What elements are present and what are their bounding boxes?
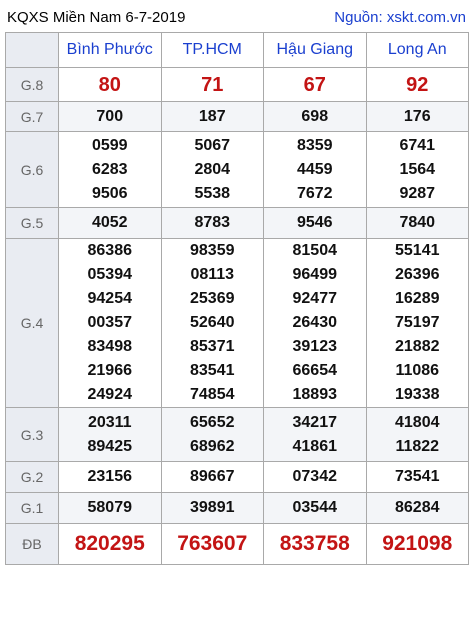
result-number: 58079 — [87, 499, 132, 516]
result-cell — [59, 208, 162, 239]
result-cell — [161, 524, 264, 565]
result-number: 7840 — [399, 214, 436, 231]
result-number: 820295 — [74, 532, 145, 555]
result-number: 176 — [403, 107, 431, 125]
result-number: 18893 — [292, 386, 337, 403]
result-cell — [264, 132, 367, 208]
result-cell — [161, 102, 264, 132]
prize-label: G.6 — [6, 132, 59, 208]
prize-label: G.5 — [6, 208, 59, 239]
prize-row — [6, 493, 469, 524]
result-number: 0599 — [91, 136, 128, 154]
result-cell — [264, 524, 367, 565]
prize-row — [6, 524, 469, 565]
result-number: 98359 — [190, 242, 235, 259]
prize-label: G.2 — [6, 462, 59, 493]
result-number: 74854 — [190, 386, 235, 403]
result-cell — [161, 408, 264, 462]
province-name[interactable]: Long An — [366, 33, 469, 68]
result-number: 24924 — [87, 386, 132, 403]
result-number: 19338 — [395, 386, 440, 403]
result-number: 6741 — [399, 136, 436, 154]
province-name[interactable]: Hậu Giang — [264, 33, 367, 68]
prize-row — [6, 102, 469, 132]
result-cell — [366, 408, 469, 462]
result-number: 9506 — [91, 184, 128, 202]
result-cell — [366, 208, 469, 239]
result-number: 83498 — [87, 338, 132, 355]
result-number: 5067 — [194, 136, 231, 154]
prize-label: G.4 — [6, 239, 59, 408]
result-number: 71 — [201, 73, 224, 96]
result-number: 83541 — [190, 362, 235, 379]
result-cell — [264, 239, 367, 408]
result-cell — [59, 462, 162, 493]
result-cell — [264, 408, 367, 462]
result-cell — [264, 102, 367, 132]
result-number: 26396 — [395, 266, 440, 283]
result-cell — [366, 239, 469, 408]
result-cell — [366, 462, 469, 493]
result-number: 96499 — [292, 266, 337, 283]
result-number: 86284 — [395, 499, 440, 516]
result-number: 67 — [303, 73, 326, 96]
sheet-title: KQXS Miền Nam 6-7-2019 — [7, 8, 186, 26]
prize-label: G.3 — [6, 408, 59, 462]
prize-row — [6, 239, 469, 408]
result-number: 4459 — [296, 160, 333, 178]
result-number: 16289 — [395, 290, 440, 307]
result-number: 39891 — [190, 499, 235, 516]
result-number: 75197 — [395, 314, 440, 331]
prize-label: G.1 — [6, 493, 59, 524]
result-number: 73541 — [395, 468, 440, 485]
result-number: 86386 — [87, 242, 132, 259]
result-number: 52640 — [190, 314, 235, 331]
result-number: 81504 — [292, 242, 337, 259]
source-link[interactable]: Nguồn: xskt.com.vn — [334, 8, 466, 26]
result-number: 5538 — [194, 184, 231, 202]
result-number: 85371 — [190, 338, 235, 355]
result-number: 55141 — [395, 242, 440, 259]
result-cell — [59, 524, 162, 565]
result-number: 763607 — [177, 532, 248, 555]
result-cell — [264, 493, 367, 524]
result-number: 08113 — [190, 266, 235, 283]
result-cell — [264, 208, 367, 239]
province-header-row — [6, 33, 469, 68]
result-number: 41861 — [292, 437, 337, 455]
result-number: 6283 — [91, 160, 128, 178]
result-number: 41804 — [395, 413, 440, 431]
result-number: 11822 — [395, 437, 440, 455]
result-cell — [161, 239, 264, 408]
result-number: 66654 — [292, 362, 337, 379]
result-number: 4052 — [91, 214, 128, 231]
result-number: 187 — [198, 107, 226, 125]
result-number: 25369 — [190, 290, 235, 307]
result-number: 21966 — [87, 362, 132, 379]
result-number: 20311 — [87, 413, 132, 431]
sheet-header — [5, 4, 468, 30]
prize-label: ĐB — [6, 524, 59, 565]
results-table — [5, 32, 469, 565]
result-number: 89667 — [190, 468, 235, 485]
result-cell — [161, 208, 264, 239]
result-number: 34217 — [292, 413, 337, 431]
result-cell — [264, 462, 367, 493]
prize-label: G.8 — [6, 68, 59, 102]
prize-label: G.7 — [6, 102, 59, 132]
prize-row — [6, 68, 469, 102]
result-number: 698 — [301, 107, 329, 125]
result-cell — [161, 68, 264, 102]
result-cell — [161, 493, 264, 524]
result-number: 9287 — [399, 184, 436, 202]
prize-row — [6, 408, 469, 462]
province-name[interactable]: TP.HCM — [161, 33, 264, 68]
corner-cell — [6, 33, 59, 68]
result-cell — [366, 102, 469, 132]
result-number: 1564 — [399, 160, 436, 178]
result-cell — [59, 239, 162, 408]
result-number: 39123 — [292, 338, 337, 355]
result-number: 21882 — [395, 338, 440, 355]
result-cell — [161, 462, 264, 493]
prize-row — [6, 462, 469, 493]
result-cell — [366, 132, 469, 208]
result-number: 68962 — [190, 437, 235, 455]
result-number: 921098 — [382, 532, 453, 555]
result-cell — [59, 408, 162, 462]
result-number: 23156 — [87, 468, 132, 485]
prize-row — [6, 132, 469, 208]
result-number: 833758 — [279, 532, 350, 555]
result-cell — [59, 132, 162, 208]
result-cell — [366, 493, 469, 524]
prize-row — [6, 208, 469, 239]
result-number: 03544 — [292, 499, 337, 516]
result-number: 80 — [98, 73, 121, 96]
result-number: 11086 — [395, 362, 440, 379]
result-number: 700 — [96, 107, 124, 125]
result-number: 65652 — [190, 413, 235, 431]
result-cell — [59, 102, 162, 132]
result-cell — [264, 68, 367, 102]
result-number: 89425 — [87, 437, 132, 455]
result-number: 7672 — [296, 184, 333, 202]
result-cell — [59, 68, 162, 102]
result-number: 07342 — [292, 468, 337, 485]
result-number: 00357 — [87, 314, 132, 331]
result-number: 92 — [406, 73, 429, 96]
result-number: 2804 — [194, 160, 231, 178]
result-number: 9546 — [296, 214, 333, 231]
result-number: 05394 — [87, 266, 132, 283]
result-number: 8359 — [296, 136, 333, 154]
result-number: 8783 — [194, 214, 231, 231]
province-name[interactable]: Bình Phước — [59, 33, 162, 68]
result-number: 26430 — [292, 314, 337, 331]
result-cell — [59, 493, 162, 524]
result-number: 92477 — [292, 290, 337, 307]
result-number: 94254 — [87, 290, 132, 307]
result-cell — [161, 132, 264, 208]
result-cell — [366, 524, 469, 565]
result-cell — [366, 68, 469, 102]
